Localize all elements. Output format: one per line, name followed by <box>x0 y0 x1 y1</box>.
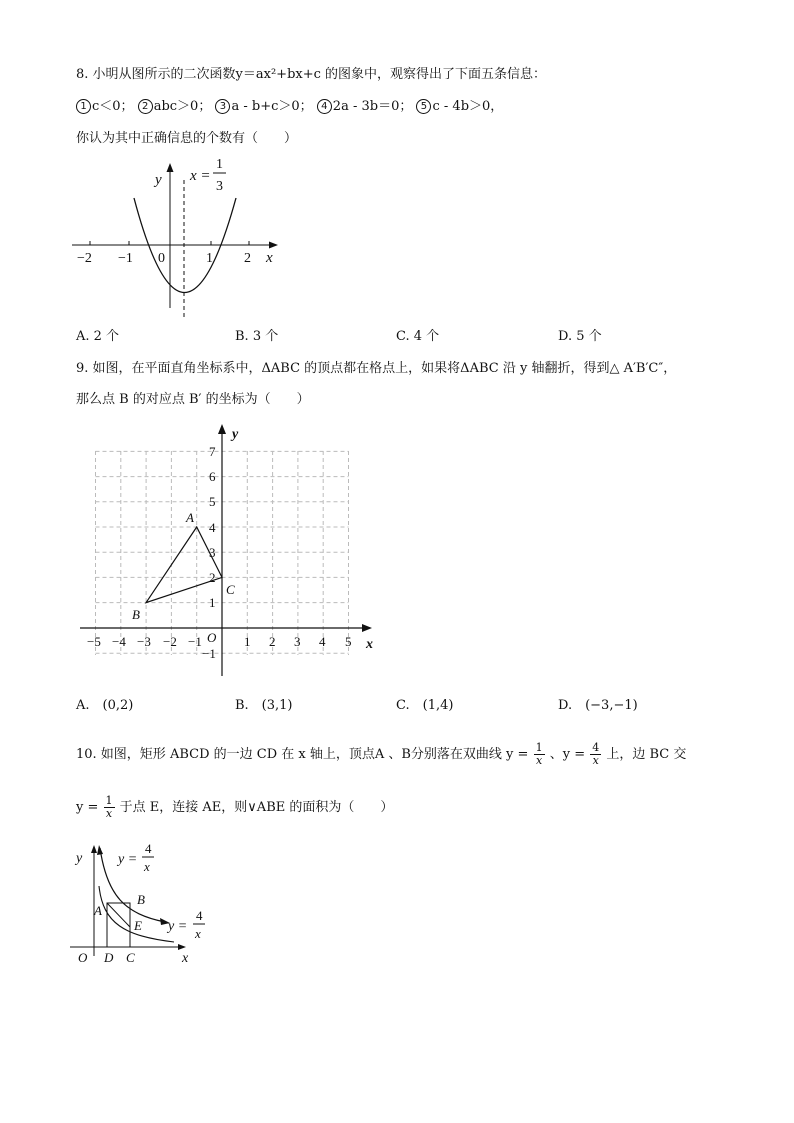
q8-option-b[interactable]: B. 3 个 <box>235 329 279 344</box>
q10-point-a: A <box>94 903 102 918</box>
q10-top-num: 4 <box>145 841 152 856</box>
q10-mid: 、y = <box>549 747 586 762</box>
q8-tick-label-0: 0 <box>158 251 165 266</box>
q9-ytick: 5 <box>209 494 216 509</box>
q8-axis-label: x = <box>190 168 211 184</box>
q9-option-d[interactable]: D. (−3,−1) <box>558 698 638 713</box>
q10-line2-a: y = <box>76 800 99 815</box>
q10-point-d: D <box>104 950 114 965</box>
q10-top-label: y = <box>118 852 138 867</box>
q10-curve-arrow-top <box>97 845 103 855</box>
q8-tick-label-neg1: −1 <box>118 251 133 266</box>
statement-5: c - 4b＞0， <box>432 99 504 114</box>
q9-x-label: x <box>366 637 373 652</box>
q9-xtick: −2 <box>163 634 177 649</box>
q9-xtick: −5 <box>87 634 101 649</box>
q9-ytick: 3 <box>209 545 216 560</box>
q10-point-c: C <box>126 950 135 965</box>
q10-frac1-den: x <box>535 754 543 767</box>
q8-tick-label-neg2: −2 <box>77 251 92 266</box>
q9-xtick: 5 <box>345 634 352 649</box>
q10-x-arrow <box>178 944 186 950</box>
q9-origin-label: O <box>207 630 217 645</box>
q9-x-arrow <box>362 624 372 632</box>
q9-option-a[interactable]: A. (0,2) <box>76 698 134 713</box>
q10-x-label: x <box>182 951 189 966</box>
q8-axis-den: 3 <box>216 179 223 194</box>
q9-stem: 9. 如图，在平面直角坐标系中，ΔABC 的顶点都在格点上，如果将ΔABC 沿 y 轴翻折，得到△ A′B′C″， <box>76 361 677 376</box>
q8-option-c[interactable]: C. 4 个 <box>396 329 440 344</box>
q8-statements <box>76 98 503 116</box>
q9-stem-2: 那么点 B 的对应点 B′ 的坐标为（ ） <box>76 392 310 407</box>
q10-point-e: E <box>134 918 142 933</box>
q10-y-label: y <box>76 851 83 866</box>
q9-point-a: A <box>186 510 194 525</box>
q8-tick-label-2: 2 <box>244 251 251 266</box>
q10-right-label: y = <box>168 919 188 934</box>
q10-fraction-2 <box>590 742 601 767</box>
q8-x-label: x <box>266 250 273 266</box>
q10-hyperbola-figure <box>70 836 220 968</box>
q9-y-arrow <box>218 424 226 434</box>
q8-x-arrow <box>269 242 278 249</box>
q9-option-b[interactable]: B. (3,1) <box>235 698 293 713</box>
q10-fraction-1 <box>534 742 545 767</box>
q10-frac3-num: 1 <box>105 794 113 807</box>
q10-stem-b: 上，边 BC 交 <box>606 747 687 762</box>
q8-option-d[interactable]: D. 5 个 <box>558 329 602 344</box>
q9-y-label: y <box>232 427 239 442</box>
q8-stem: 8. 小明从图所示的二次函数y＝ax²+bx+c 的图象中，观察得出了下面五条信息： <box>76 67 547 82</box>
q10-frac1-num: 1 <box>535 741 543 754</box>
q8-y-arrow <box>167 163 174 172</box>
q9-xtick: 3 <box>294 634 301 649</box>
q10-fraction-3 <box>104 795 115 820</box>
q9-xtick: −4 <box>112 634 126 649</box>
q9-ytick: 7 <box>209 444 216 459</box>
q10-stem-a: 10. 如图，矩形 ABCD 的一边 CD 在 x 轴上，顶点A 、B分别落在双曲线 y = <box>76 747 529 762</box>
q9-ytick: 6 <box>209 469 216 484</box>
statement-2-marker: 2 <box>138 99 153 114</box>
q10-frac2-den: x <box>592 754 599 767</box>
q9-point-b: B <box>132 607 140 622</box>
q10-frac2-num: 4 <box>592 741 600 754</box>
q9-xtick: 4 <box>319 634 326 649</box>
q9-option-c[interactable]: C. (1,4) <box>396 698 454 713</box>
q10-point-b: B <box>137 892 145 907</box>
q8-parabola-figure <box>66 150 286 325</box>
statement-2: abc＞0； <box>153 99 212 114</box>
q10-frac3-den: x <box>105 807 113 820</box>
q9-ytick: −1 <box>202 646 216 661</box>
q9-xtick: 1 <box>244 634 251 649</box>
statement-4: 2a - 3b＝0； <box>332 99 413 114</box>
q9-ytick: 1 <box>209 595 216 610</box>
q9-ytick: 4 <box>209 520 216 535</box>
q9-triangle-abc <box>146 527 222 603</box>
q9-grid-figure <box>76 418 381 680</box>
q8-axis-num: 1 <box>216 157 223 172</box>
q8-option-a[interactable]: A. 2 个 <box>76 329 120 344</box>
statement-1-marker: 1 <box>76 99 91 114</box>
q10-stem-line1 <box>76 740 686 770</box>
q10-top-den: x <box>144 859 150 874</box>
q10-right-num: 4 <box>196 908 203 923</box>
q9-xtick: −3 <box>137 634 151 649</box>
statement-3: a - b+c＞0； <box>231 99 313 114</box>
statement-5-marker: 5 <box>416 99 431 114</box>
statement-4-marker: 4 <box>317 99 332 114</box>
statement-1: c＜0； <box>92 99 134 114</box>
q8-y-label: y <box>155 172 162 188</box>
q9-ytick: 2 <box>209 570 216 585</box>
q10-stem-line2 <box>76 793 393 823</box>
q10-right-den: x <box>195 926 201 941</box>
q10-origin-label: O <box>78 950 88 965</box>
q9-xtick: 2 <box>269 634 276 649</box>
q10-line2-b: 于点 E，连接 AE，则∨ABE 的面积为（ ） <box>119 800 394 815</box>
q10-y-arrow <box>91 845 97 853</box>
q8-tick-label-1: 1 <box>206 251 213 266</box>
statement-3-marker: 3 <box>215 99 230 114</box>
q9-point-c: C <box>226 582 235 597</box>
q8-ask: 你认为其中正确信息的个数有（ ） <box>76 131 298 146</box>
q9-xtick: −1 <box>188 634 202 649</box>
